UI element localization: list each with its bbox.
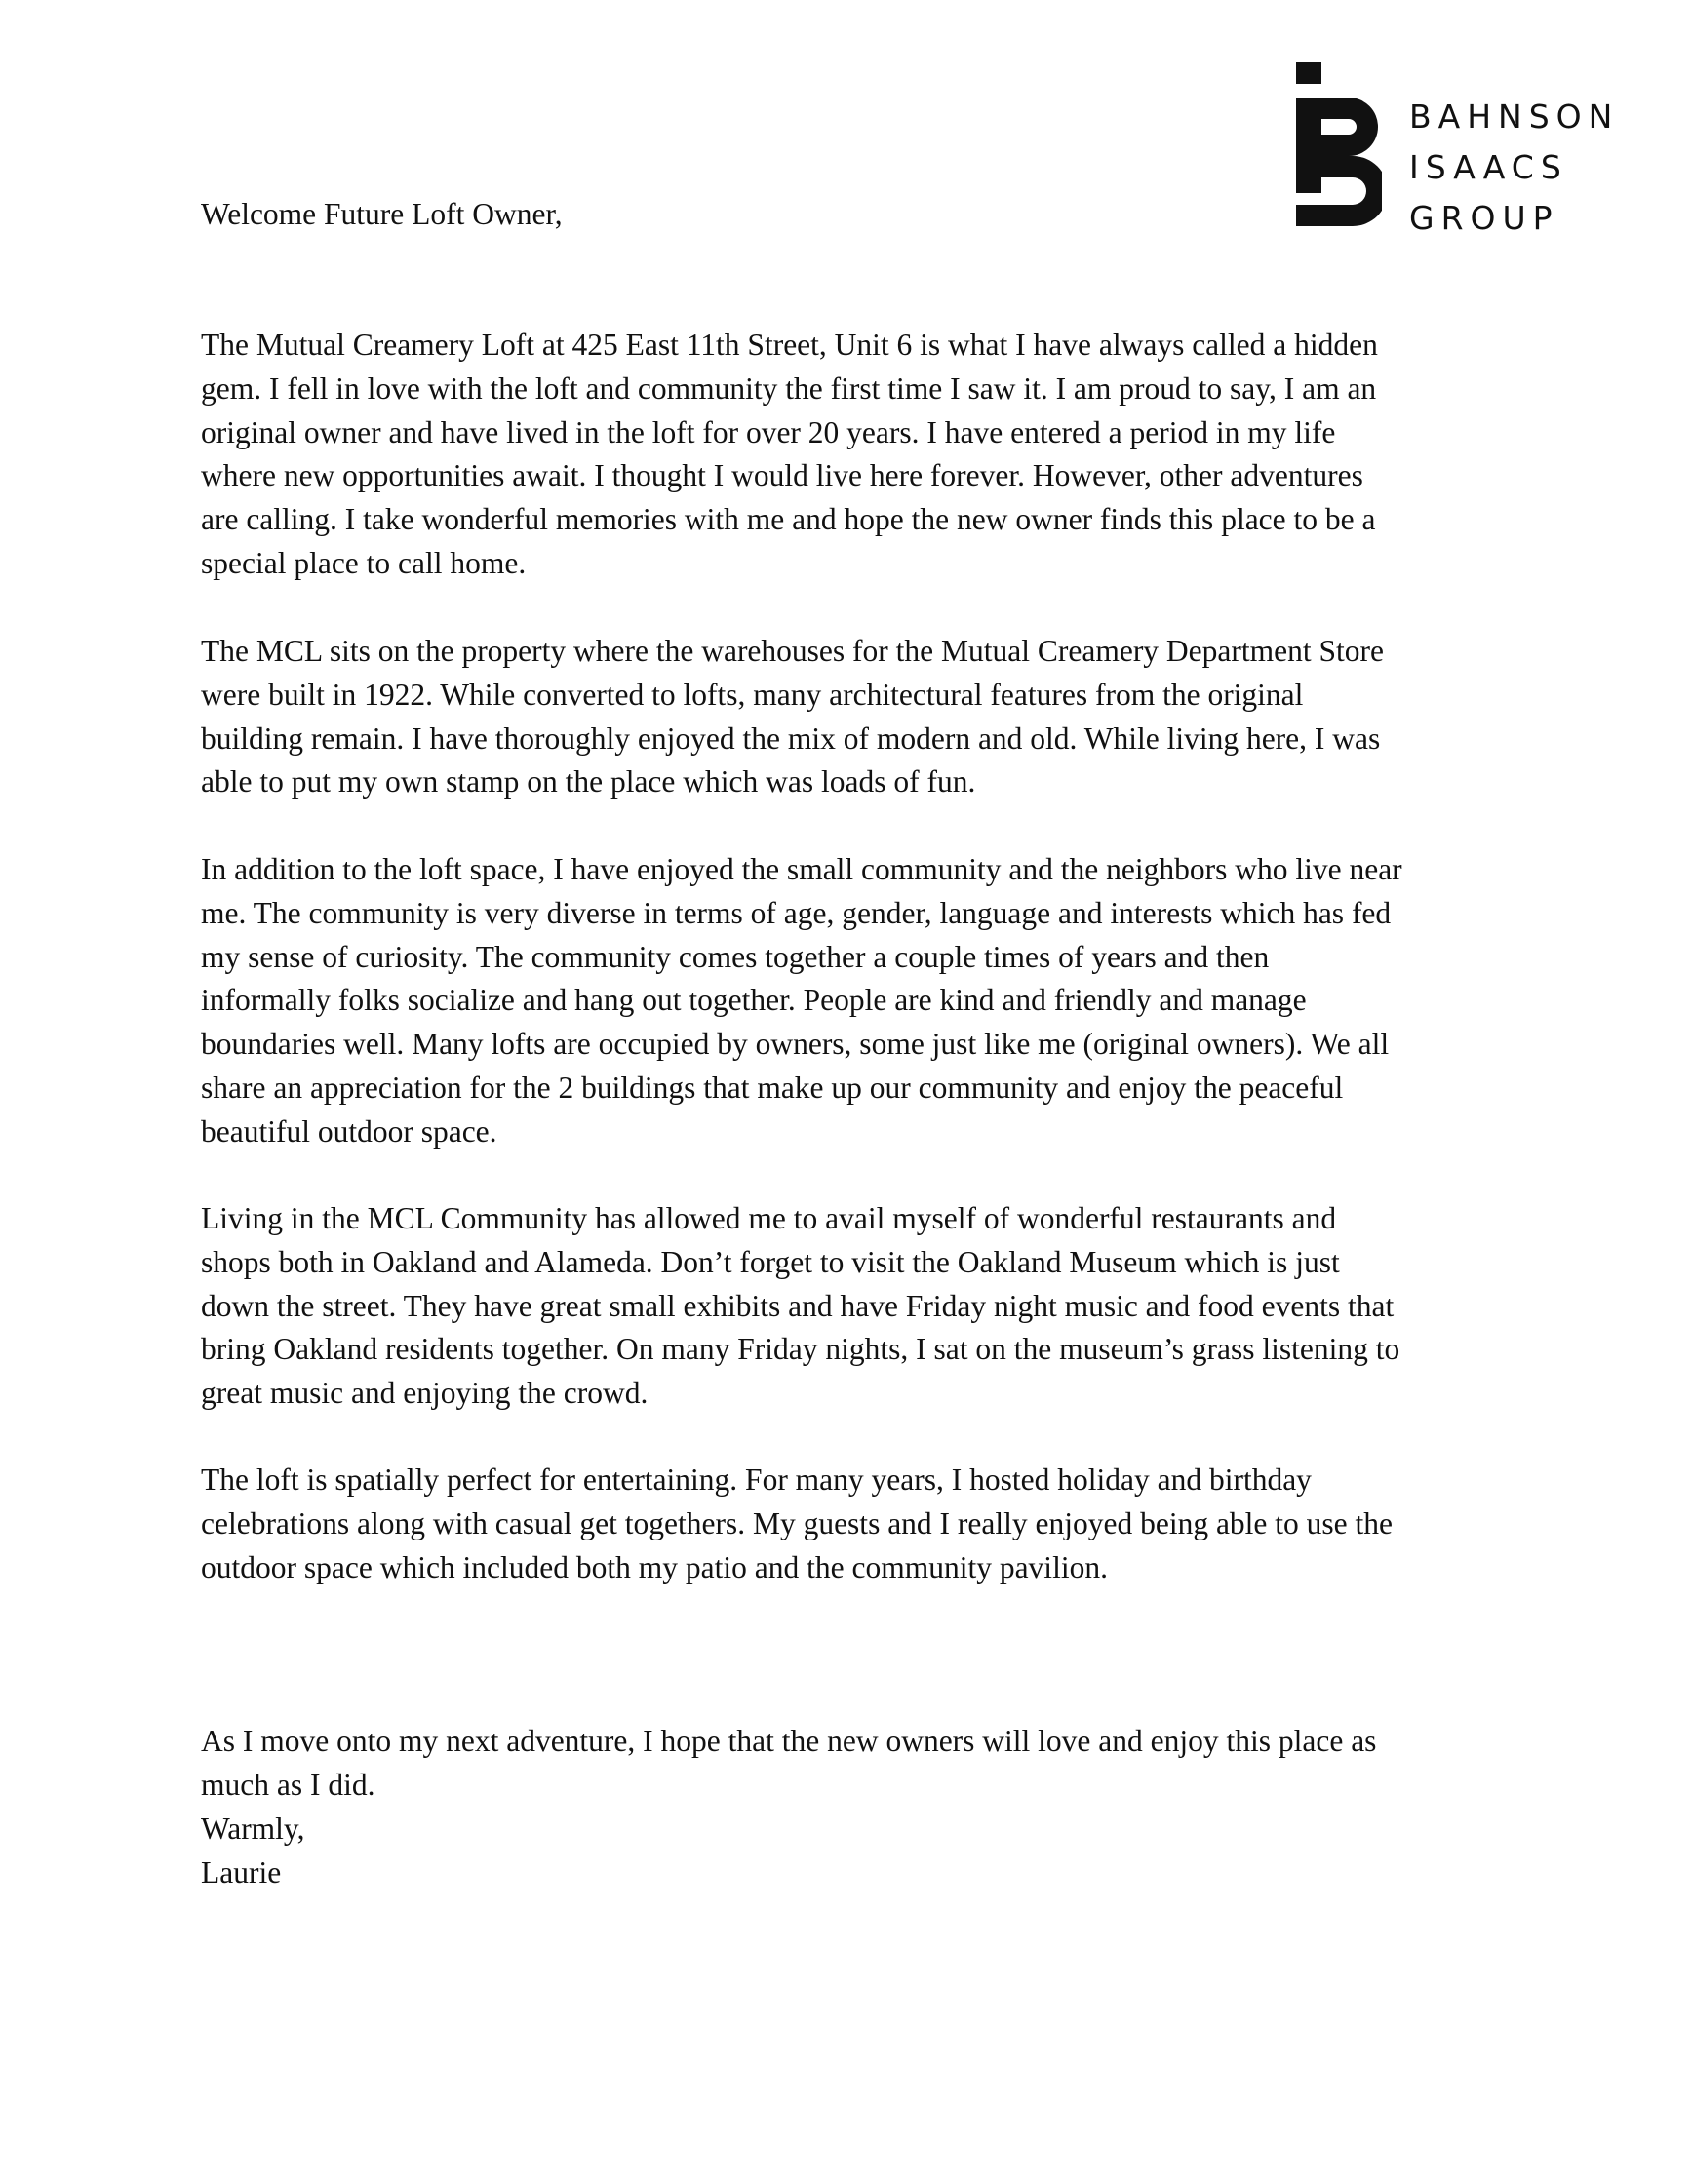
paragraph-line: original owner and have lived in the loft for over 20 years. I have entered a period in my life: [201, 414, 1336, 449]
paragraph-line: were built in 1922. While converted to lofts, many architectural features from the original: [201, 677, 1304, 712]
paragraph-line: celebrations along with casual get togethers. My guests and I really enjoyed being able to use the: [201, 1505, 1394, 1540]
paragraph-5: [201, 1459, 1393, 1589]
paragraph-line: beautiful outdoor space.: [201, 1113, 497, 1149]
paragraph-line: my sense of curiosity. The community comes together a couple times of years and then: [201, 939, 1270, 974]
logo-line-1: BAHNSON: [1409, 98, 1620, 136]
letter-body: [201, 193, 1508, 1890]
paragraph-1: [201, 324, 1378, 586]
paragraph-line: boundaries well. Many lofts are occupied by owners, some just like me (original owners). We all: [201, 1027, 1390, 1062]
paragraph-line: informally folks socialize and hang out together. People are kind and friendly and manage: [201, 983, 1307, 1018]
paragraph-line: In addition to the loft space, I have enjoyed the small community and the neighbors who live near: [201, 852, 1402, 886]
paragraph-line: where new opportunities await. I thought I would live here forever. However, other adventures: [201, 458, 1363, 493]
paragraph-line: gem. I fell in love with the loft and community the first time I saw it. I am proud to say, I am an: [201, 370, 1377, 406]
logo-line-2: ISAACS: [1409, 148, 1568, 186]
paragraph-line: are calling. I take wonderful memories with me and hope the new owner finds this place to be a: [201, 502, 1376, 537]
paragraph-2: [201, 630, 1384, 804]
signature: Laurie: [201, 1854, 282, 1890]
paragraph-line: share an appreciation for the 2 buildings that make up our community and enjoy the peaceful: [201, 1070, 1344, 1105]
closing: Warmly,: [201, 1812, 305, 1846]
paragraph-line: The loft is spatially perfect for entertaining. For many years, I hosted holiday and birthday: [201, 1462, 1312, 1497]
paragraph-line: bring Oakland residents together. On many Friday nights, I sat on the museum’s grass listening to: [201, 1332, 1400, 1367]
paragraph-line: much as I did.: [201, 1767, 375, 1802]
paragraph-line: great music and enjoying the crowd.: [201, 1376, 649, 1411]
paragraph-line: building remain. I have thoroughly enjoyed the mix of modern and old. While living here, I was: [201, 721, 1381, 756]
paragraph-line: able to put my own stamp on the place which was loads of fun.: [201, 764, 976, 800]
paragraph-line: The MCL sits on the property where the warehouses for the Mutual Creamery Department Store: [201, 634, 1384, 668]
logo-line-3: GROUP: [1409, 199, 1559, 237]
greeting: Welcome Future Loft Owner,: [201, 197, 563, 231]
paragraph-line: As I move onto my next adventure, I hope that the new owners will love and enjoy this place as: [201, 1724, 1377, 1758]
paragraph-4: [201, 1197, 1399, 1416]
paragraph-line: The Mutual Creamery Loft at 425 East 11th Street, Unit 6 is what I have always called a hidden: [201, 328, 1378, 362]
paragraph-6: [201, 1720, 1376, 1808]
paragraph-line: Living in the MCL Community has allowed me to avail myself of wonderful restaurants and: [201, 1201, 1337, 1235]
closing-block: [201, 1808, 305, 1895]
paragraph-line: me. The community is very diverse in terms of age, gender, language and interests which has fed: [201, 895, 1392, 930]
paragraph-line: shops both in Oakland and Alameda. Don’t forget to visit the Oakland Museum which is just: [201, 1244, 1340, 1279]
paragraph-line: outdoor space which included both my patio and the community pavilion.: [201, 1549, 1108, 1584]
paragraph-3: [201, 848, 1402, 1154]
paragraph-line: special place to call home.: [201, 545, 527, 580]
paragraph-line: down the street. They have great small exhibits and have Friday night music and food events that: [201, 1288, 1395, 1323]
